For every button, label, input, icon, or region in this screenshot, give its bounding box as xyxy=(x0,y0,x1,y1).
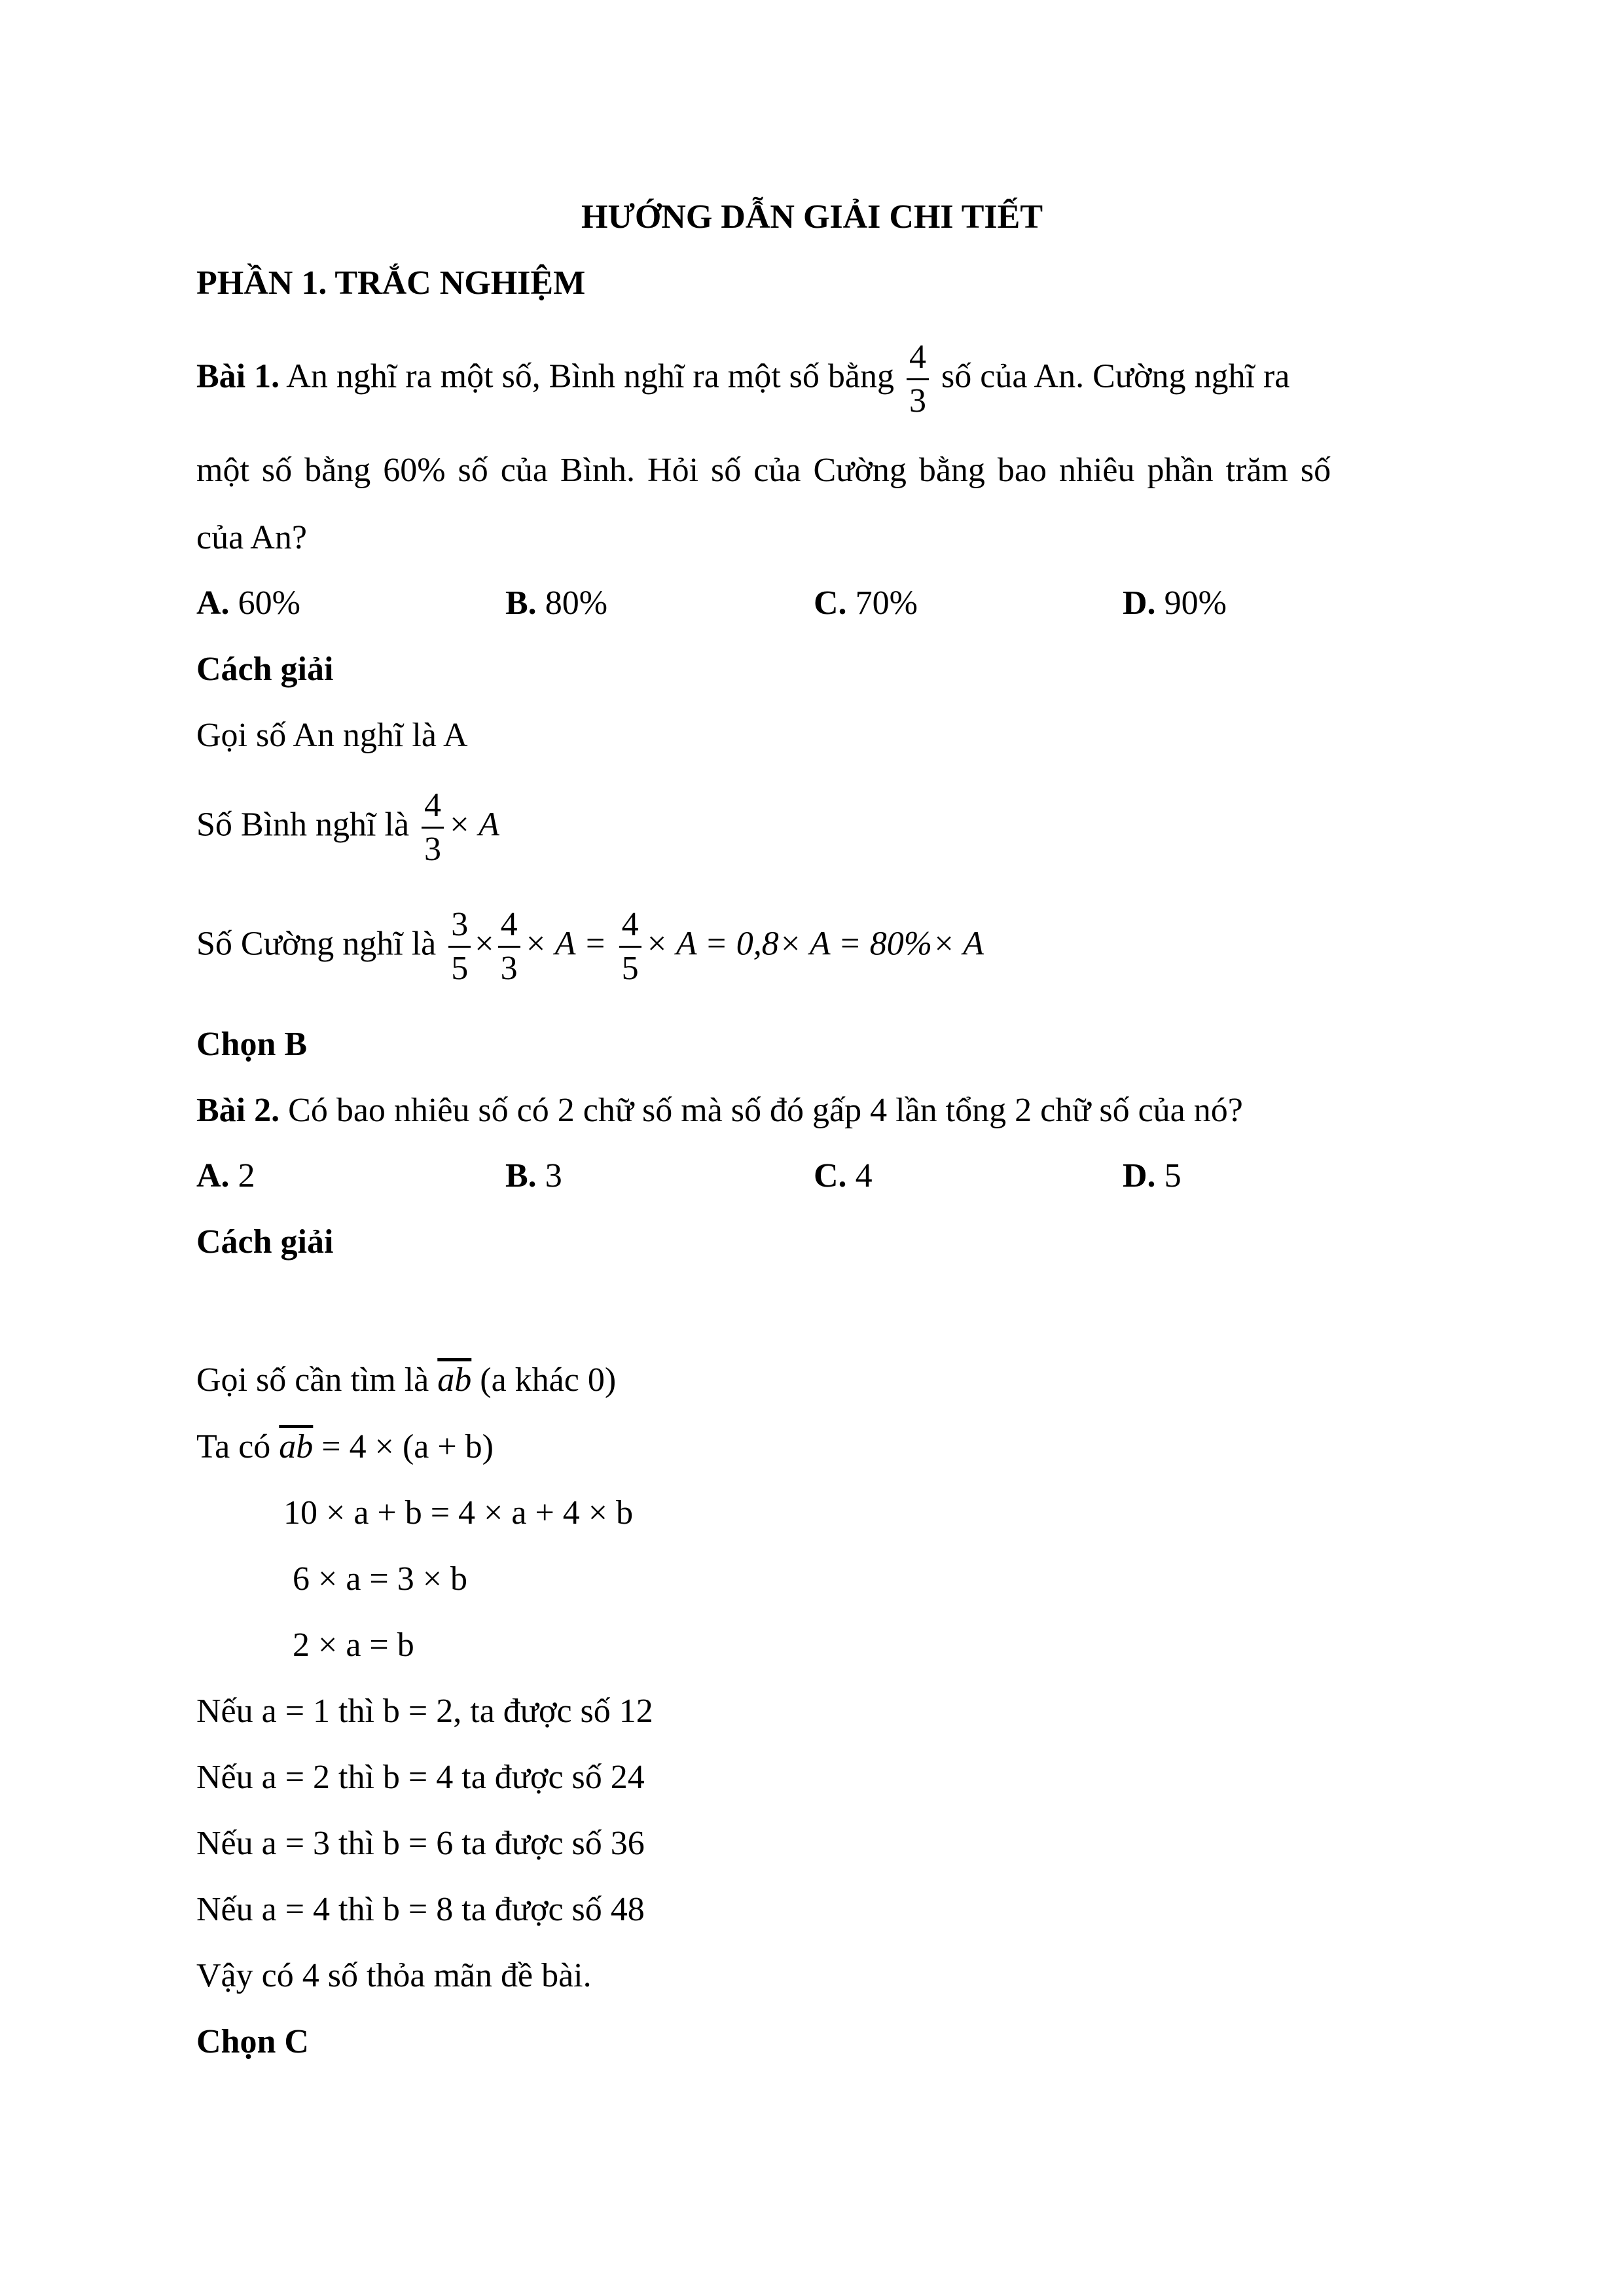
q2-step8: Nếu a = 3 thì b = 6 ta được số 36 xyxy=(196,1825,645,1862)
q2-step1: Gọi số cần tìm là $\overline{ab}$ (a khác 0) xyxy=(196,1361,617,1399)
q1-frac-num: 4 xyxy=(907,340,929,380)
q2-text: Có bao nhiêu số có 2 chữ số mà số đó gấp 4 lần tổng 2 chữ số của nó? xyxy=(288,1092,1243,1129)
q1-option-c: C. 70% xyxy=(814,584,918,622)
q1-option-a: A. 60% xyxy=(196,584,300,622)
q2-solution-heading: Cách giải xyxy=(196,1223,334,1261)
q1-step3: Số Cường nghĩ là $\frac{3}{5}$ × $\frac{4}{3}$ × A = $\frac{4}{5}$ × A = 0,8× A = 80%× A xyxy=(196,906,984,987)
q1-statement-line2: một số bằng 60% số của Bình. Hỏi số của Cường bằng bao nhiêu phần trăm số xyxy=(196,452,1331,489)
q2-statement xyxy=(196,1094,1243,1128)
q2-step2: Ta có $\overline{ab} = 4 \times (a + b)$ xyxy=(196,1428,494,1465)
q2-step6: Nếu a = 1 thì b = 2, ta được số 12 xyxy=(196,1693,653,1730)
q1-solution-heading: Cách giải xyxy=(196,651,334,688)
q1-frac-den: 3 xyxy=(909,382,926,420)
q1-text-a: An nghĩ ra một số, Bình nghĩ ra một số bằng xyxy=(286,357,894,395)
section-heading: PHẦN 1. TRẮC NGHIỆM xyxy=(196,264,586,302)
q2-step4: 6 × a = 3 × b xyxy=(293,1560,468,1598)
q1-step1: Gọi số An nghĩ là A xyxy=(196,717,468,754)
q1-statement-line1 xyxy=(196,340,1290,418)
q1-step3-fraction-2: $\frac{4}{3}$ xyxy=(498,908,520,986)
q1-option-d: D. 90% xyxy=(1123,584,1227,622)
q1-answer: Chọn B xyxy=(196,1026,308,1063)
q2-label: Bài 2. xyxy=(196,1092,280,1129)
q1-statement-line3: của An? xyxy=(196,519,307,556)
q2-answer: Chọn C xyxy=(196,2023,309,2060)
q1-fraction xyxy=(907,340,929,418)
q2-option-b: B. 3 xyxy=(505,1157,562,1194)
q1-text-b: số của An. Cường nghĩ ra xyxy=(941,357,1290,395)
q2-conclusion: Vậy có 4 số thỏa mãn đề bài. xyxy=(196,1957,592,1994)
q1-step2-fraction: $\frac{4}{3}$ xyxy=(422,789,444,867)
q2-option-c: C. 4 xyxy=(814,1157,873,1194)
q2-step5: 2 × a = b xyxy=(293,1626,414,1664)
q1-label: Bài 1. xyxy=(196,357,280,395)
q1-option-b: B. 80% xyxy=(505,584,608,622)
page-title: HƯỚNG DẪN GIẢI CHI TIẾT xyxy=(581,198,1043,236)
q1-step3-fraction-1: $\frac{3}{5}$ xyxy=(448,908,471,986)
q1-step3-fraction-3: $\frac{4}{5}$ xyxy=(619,908,641,986)
q2-option-d: D. 5 xyxy=(1123,1157,1182,1194)
q2-step7: Nếu a = 2 thì b = 4 ta được số 24 xyxy=(196,1759,645,1796)
q1-step2: Số Bình nghĩ là $\frac{4}{3}$ × A xyxy=(196,787,499,868)
q2-option-a: A. 2 xyxy=(196,1157,255,1194)
q2-step3: 10 × a + b = 4 × a + 4 × b xyxy=(283,1494,634,1532)
q2-step9: Nếu a = 4 thì b = 8 ta được số 48 xyxy=(196,1891,645,1928)
q2-overline-ab-2: $\overline{ab}$ xyxy=(279,1428,314,1465)
q2-overline-ab: $\overline{ab}$ xyxy=(437,1361,472,1399)
